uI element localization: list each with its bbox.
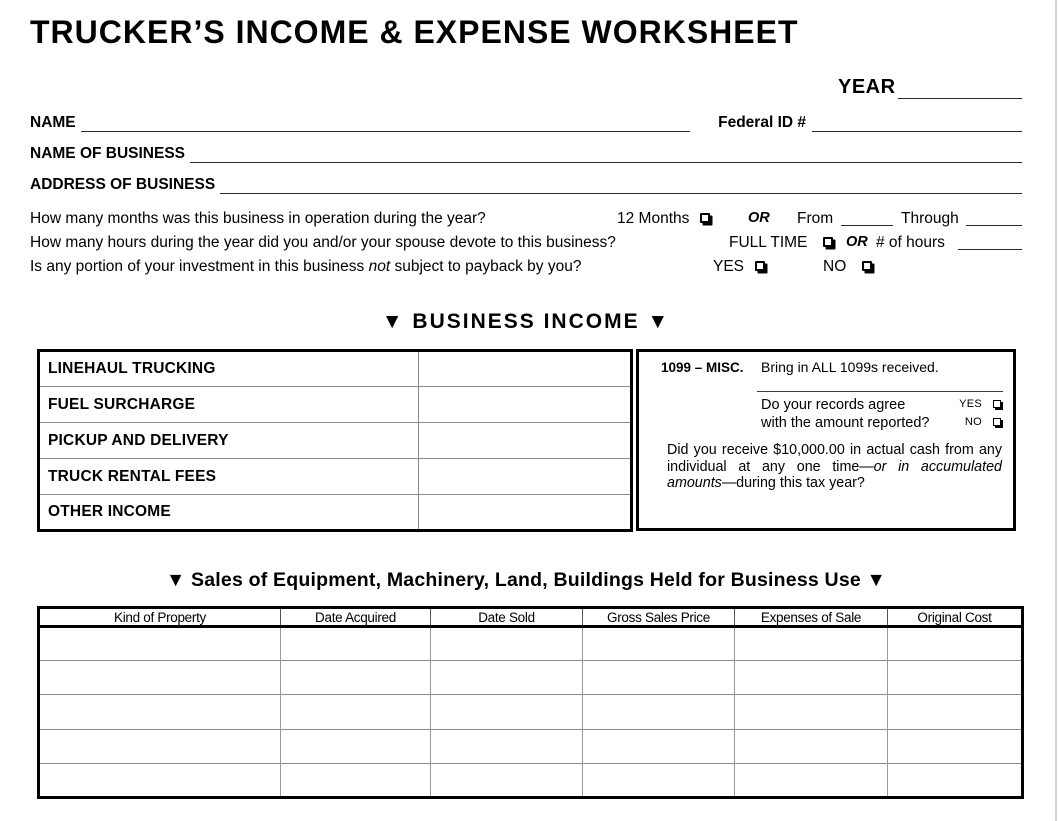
through-input-line[interactable]: [966, 210, 1022, 226]
income-row-label: PICKUP AND DELIVERY: [39, 423, 419, 459]
business-address-input-line[interactable]: [220, 178, 1022, 194]
records-agree-line1: Do your records agree: [761, 397, 906, 413]
question-payback-text-after: subject to payback by you?: [390, 258, 582, 275]
records-agree-yes-row: [959, 397, 1001, 410]
table-row: [39, 423, 632, 459]
sales-cell[interactable]: [888, 661, 1023, 695]
checkbox-12-months[interactable]: [700, 213, 710, 223]
checkbox-records-no[interactable]: [993, 418, 1001, 426]
table-row: [39, 729, 1023, 763]
sales-cell[interactable]: [281, 729, 431, 763]
column-header: Original Cost: [888, 608, 1023, 627]
or-label-2: OR: [846, 234, 868, 250]
question-months: [0, 208, 1058, 232]
table-row: [39, 495, 632, 531]
income-amount-cell[interactable]: [419, 459, 632, 495]
federal-id-label: Federal ID #: [718, 114, 806, 131]
table-row: [39, 627, 1023, 661]
table-row: [39, 387, 632, 423]
sales-cell[interactable]: [281, 661, 431, 695]
sales-cell[interactable]: [431, 661, 583, 695]
business-name-input-line[interactable]: [190, 147, 1022, 163]
sales-cell[interactable]: [735, 627, 888, 661]
name-label: NAME: [30, 114, 76, 131]
sales-section-heading: ▼ Sales of Equipment, Machinery, Land, Buildings Held for Business Use ▼: [165, 569, 887, 591]
name-input-line[interactable]: [81, 116, 690, 132]
business-income-heading: ▼ BUSINESS INCOME ▼: [381, 310, 671, 333]
column-header: Kind of Property: [39, 608, 281, 627]
records-agree-answers: [959, 397, 1001, 428]
income-amount-cell[interactable]: [419, 423, 632, 459]
question-payback-text: [30, 258, 581, 276]
column-header: Gross Sales Price: [583, 608, 735, 627]
checkbox-yes[interactable]: [755, 261, 765, 271]
no-label: NO: [823, 258, 847, 275]
misc-1099-label: 1099 – MISC.: [661, 360, 744, 375]
sales-cell[interactable]: [735, 763, 888, 797]
question-hours: [0, 232, 1058, 256]
misc-1099-box: [636, 349, 1016, 531]
cash-question-before: Did you receive $10,000.00 in actual cash from any individual at any one time—: [667, 442, 1002, 475]
sales-cell[interactable]: [281, 627, 431, 661]
business-income-table: [37, 349, 633, 532]
checkbox-full-time[interactable]: [823, 237, 833, 247]
column-header: Date Sold: [431, 608, 583, 627]
table-row: [39, 459, 632, 495]
business-name-label: NAME OF BUSINESS: [30, 145, 186, 162]
sales-cell[interactable]: [735, 729, 888, 763]
income-row-label: LINEHAUL TRUCKING: [48, 360, 216, 377]
column-header: Date Acquired: [281, 608, 431, 627]
income-amount-cell[interactable]: [419, 351, 632, 387]
sales-cell[interactable]: [39, 627, 281, 661]
sales-header-row: [39, 608, 1023, 627]
records-agree-no-row: [959, 415, 1001, 428]
income-row-label: OTHER INCOME: [39, 495, 419, 531]
sales-cell[interactable]: [888, 763, 1023, 797]
sales-cell[interactable]: [888, 695, 1023, 729]
sales-cell[interactable]: [39, 695, 281, 729]
sales-cell[interactable]: [583, 729, 735, 763]
from-input-line[interactable]: [841, 210, 893, 226]
business-address-label: ADDRESS OF BUSINESS: [30, 176, 216, 193]
sales-cell[interactable]: [281, 763, 431, 797]
sales-cell[interactable]: [281, 695, 431, 729]
from-label: From: [797, 210, 834, 227]
sales-cell[interactable]: [735, 661, 888, 695]
sales-cell[interactable]: [888, 729, 1023, 763]
income-amount-cell[interactable]: [419, 387, 632, 423]
cash-question-after: —during this tax year?: [721, 475, 865, 491]
federal-id-input-line[interactable]: [812, 116, 1022, 132]
through-label: Through: [901, 210, 959, 227]
business-address-field-row: [30, 175, 1022, 194]
sales-cell[interactable]: [431, 627, 583, 661]
table-row: [39, 695, 1023, 729]
business-name-field-row: [30, 144, 1022, 163]
page-title: TRUCKER’S INCOME & EXPENSE WORKSHEET: [30, 14, 799, 50]
table-row: [39, 661, 1023, 695]
income-row-label: TRUCK RENTAL FEES: [39, 459, 419, 495]
table-row: [39, 763, 1023, 797]
question-hours-text: How many hours during the year did you and/or your spouse devote to this business?: [30, 234, 616, 251]
hours-label: # of hours: [876, 234, 945, 251]
sales-cell[interactable]: [888, 627, 1023, 661]
sales-table: [37, 606, 1024, 799]
hours-input-line[interactable]: [958, 234, 1022, 250]
question-payback-text-italic: not: [368, 258, 391, 275]
sales-cell[interactable]: [735, 695, 888, 729]
sales-cell[interactable]: [583, 661, 735, 695]
records-no-label: NO: [964, 415, 982, 428]
question-payback-text-before: Is any portion of your investment in this business: [30, 258, 369, 275]
name-field-row: [30, 113, 1022, 132]
sales-cell[interactable]: [39, 661, 281, 695]
question-months-text: How many months was this business in operation during the year?: [30, 210, 486, 227]
cash-question-text: [667, 442, 1002, 492]
page-edge: [1055, 0, 1057, 821]
cash-question-italic: or in accumulated amounts: [667, 458, 1002, 491]
question-payback: [0, 256, 1058, 280]
records-yes-label: YES: [959, 397, 982, 410]
column-header: Expenses of Sale: [735, 608, 888, 627]
yes-label: YES: [713, 258, 745, 275]
checkbox-records-yes[interactable]: [993, 400, 1001, 408]
sales-cell[interactable]: [431, 729, 583, 763]
misc-1099-note: Bring in ALL 1099s received.: [761, 359, 939, 375]
sales-cell[interactable]: [583, 695, 735, 729]
sales-cell[interactable]: [39, 763, 281, 797]
or-label-1: OR: [748, 210, 770, 226]
option-full-time-label: FULL TIME: [729, 234, 808, 251]
sales-cell[interactable]: [583, 763, 735, 797]
divider: [757, 391, 1003, 392]
year-input-line[interactable]: [898, 83, 1022, 99]
sales-cell[interactable]: [583, 627, 735, 661]
income-amount-cell[interactable]: [419, 495, 632, 531]
sales-cell[interactable]: [431, 763, 583, 797]
sales-cell[interactable]: [431, 695, 583, 729]
checkbox-no[interactable]: [862, 261, 872, 271]
year-label: YEAR: [838, 76, 896, 98]
records-agree-question: [761, 396, 929, 432]
table-row: [39, 351, 632, 387]
records-agree-line2: with the amount reported?: [761, 415, 930, 431]
option-12-months-label: 12 Months: [617, 210, 690, 227]
year-field: [838, 76, 1022, 99]
sales-cell[interactable]: [39, 729, 281, 763]
income-row-label: FUEL SURCHARGE: [39, 387, 419, 423]
